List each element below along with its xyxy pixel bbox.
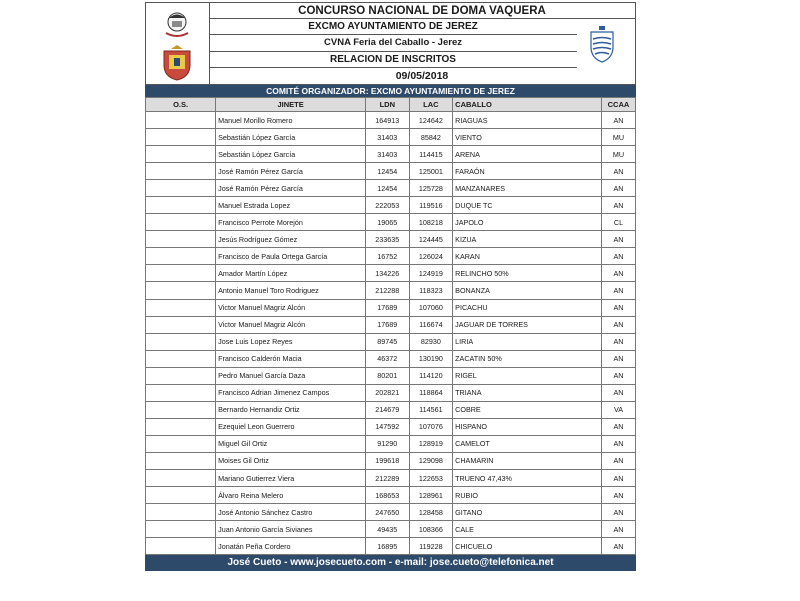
cell-os [146,231,216,248]
cell-ccaa: AN [601,418,635,435]
header-lines [209,3,635,84]
cell-caballo: VIENTO [453,129,602,146]
cell-ccaa: AN [601,265,635,282]
cell-ccaa: VA [601,401,635,418]
cell-os [146,146,216,163]
cell-caballo: JAPOLO [453,214,602,231]
cell-jinete: Francisco Perrote Morejón [216,214,366,231]
cell-ccaa: AN [601,469,635,486]
table-row [146,112,636,129]
cell-lac: 114415 [409,146,453,163]
cell-jinete: Juan Antonio García Sivianes [216,521,366,538]
cell-caballo: GITANO [453,504,602,521]
cell-jinete: Victor Manuel Magriz Alcón [216,316,366,333]
table-row [146,504,636,521]
cell-ldn: 46372 [366,350,410,367]
cell-ccaa: AN [601,521,635,538]
cell-os [146,504,216,521]
col-header-caballo: CABALLO [453,98,602,112]
col-header-ldn: LDN [366,98,410,112]
cell-lac: 107060 [409,299,453,316]
cell-caballo: PICACHU [453,299,602,316]
document-date: 09/05/2018 [395,69,449,82]
cell-jinete: Jesús Rodríguez Gómez [216,231,366,248]
cell-ldn: 147592 [366,418,410,435]
cell-jinete: Jose Luis Lopez Reyes [216,333,366,350]
document-title: CONCURSO NACIONAL DE DOMA VAQUERA [209,3,635,19]
cell-lac: 124445 [409,231,453,248]
document-header [145,2,636,85]
cell-ldn: 12454 [366,163,410,180]
cell-ldn: 214679 [366,401,410,418]
table-row [146,452,636,469]
footer-credit: José Cueto - www.josecueto.com - e-mail: jose.cueto@telefonica.net [145,555,636,571]
cell-ccaa: AN [601,384,635,401]
cell-caballo: TRUENO 47,43% [453,469,602,486]
table-row [146,418,636,435]
table-row [146,367,636,384]
cell-caballo: BONANZA [453,282,602,299]
cell-caballo: KIZUA [453,231,602,248]
cell-ccaa: CL [601,214,635,231]
cell-os [146,333,216,350]
cell-lac: 85842 [409,129,453,146]
cell-os [146,112,216,129]
table-row [146,248,636,265]
table-row [146,129,636,146]
cell-os [146,401,216,418]
cell-ldn: 49435 [366,521,410,538]
cell-ldn: 134226 [366,265,410,282]
cell-caballo: CHICUELO [453,538,602,555]
table-row [146,521,636,538]
cell-lac: 118323 [409,282,453,299]
cell-lac: 119228 [409,538,453,555]
cell-jinete: Álvaro Reina Melero [216,487,366,504]
table-row [146,163,636,180]
cell-os [146,282,216,299]
cell-lac: 82930 [409,333,453,350]
cell-ldn: 16895 [366,538,410,555]
cell-caballo: RIGEL [453,367,602,384]
cell-os [146,521,216,538]
cell-caballo: RIAGUAS [453,112,602,129]
cell-caballo: LIRIA [453,333,602,350]
cell-ccaa: AN [601,197,635,214]
cell-ldn: 164913 [366,112,410,129]
cell-ldn: 31403 [366,146,410,163]
jerez-shield-logo [159,43,195,81]
table-row [146,435,636,452]
cell-jinete: Moises Gil Ortiz [216,452,366,469]
table-row [146,538,636,555]
cell-os [146,265,216,282]
cell-jinete: Francisco de Paula Ortega García [216,248,366,265]
cell-ldn: 89745 [366,333,410,350]
cell-ldn: 19065 [366,214,410,231]
cell-lac: 129098 [409,452,453,469]
cell-ccaa: AN [601,452,635,469]
cell-jinete: Amador Martín López [216,265,366,282]
cell-caballo: ARENA [453,146,602,163]
cell-jinete: Pedro Manuel García Daza [216,367,366,384]
table-body [146,112,636,555]
cell-ccaa: AN [601,487,635,504]
cell-os [146,418,216,435]
table-row [146,316,636,333]
cell-caballo: KARAN [453,248,602,265]
cell-os [146,129,216,146]
cell-jinete: Manuel Estrada Lopez [216,197,366,214]
cell-lac: 126024 [409,248,453,265]
cell-caballo: CALE [453,521,602,538]
cell-ccaa: AN [601,350,635,367]
table-row [146,146,636,163]
cell-caballo: DUQUE TC [453,197,602,214]
cell-ccaa: MU [601,146,635,163]
cell-ccaa: AN [601,538,635,555]
cell-jinete: José Ramón Pérez García [216,180,366,197]
cell-ccaa: AN [601,248,635,265]
cell-os [146,452,216,469]
committee-bar: COMITÉ ORGANIZADOR: EXCMO AYUNTAMIENTO DE JEREZ [145,85,636,97]
cell-ccaa: AN [601,367,635,384]
cell-ldn: 199618 [366,452,410,469]
cell-ldn: 222053 [366,197,410,214]
cell-jinete: Jonatán Peña Cordero [216,538,366,555]
cell-lac: 124642 [409,112,453,129]
cell-caballo: JAGUAR DE TORRES [453,316,602,333]
cell-lac: 114561 [409,401,453,418]
cell-ccaa: AN [601,180,635,197]
cell-ccaa: AN [601,112,635,129]
table-row [146,384,636,401]
cell-lac: 122653 [409,469,453,486]
cell-os [146,299,216,316]
event-line: CVNA Feria del Caballo - Jerez [209,35,577,51]
table-row [146,282,636,299]
cell-ldn: 91290 [366,435,410,452]
cell-lac: 130190 [409,350,453,367]
cell-jinete: Antonio Manuel Toro Rodriguez [216,282,366,299]
cell-ldn: 80201 [366,367,410,384]
cell-jinete: Francisco Calderón Macia [216,350,366,367]
cell-os [146,163,216,180]
cell-os [146,384,216,401]
cell-lac: 108366 [409,521,453,538]
cell-ccaa: AN [601,333,635,350]
list-title: RELACION DE INSCRITOS [209,52,577,68]
cell-jinete: Ezequiel Leon Guerrero [216,418,366,435]
cell-lac: 116674 [409,316,453,333]
cell-lac: 128458 [409,504,453,521]
cell-jinete: Miguel Gil Ortiz [216,435,366,452]
cell-caballo: MANZANARES [453,180,602,197]
table-row [146,180,636,197]
cell-lac: 125001 [409,163,453,180]
cell-os [146,180,216,197]
cell-ldn: 16752 [366,248,410,265]
cell-caballo: CHAMARIN [453,452,602,469]
cell-ldn: 212288 [366,282,410,299]
cell-caballo: CAMELOT [453,435,602,452]
cell-jinete: Manuel Morillo Romero [216,112,366,129]
cell-caballo: RUBIO [453,487,602,504]
cell-ldn: 233635 [366,231,410,248]
cell-jinete: Francisco Adrian Jimenez Campos [216,384,366,401]
cell-ccaa: AN [601,299,635,316]
table-row [146,469,636,486]
table-row [146,265,636,282]
cell-ldn: 168653 [366,487,410,504]
crest-logo [160,9,194,39]
cell-caballo: RELINCHO 50% [453,265,602,282]
cell-caballo: HISPANO [453,418,602,435]
cell-jinete: Bernardo Hernandiz Ortiz [216,401,366,418]
registrations-table [145,97,636,555]
col-header-lac: LAC [409,98,453,112]
cell-os [146,248,216,265]
table-row [146,487,636,504]
col-header-jinete: JINETE [216,98,366,112]
cell-caballo: TRIANA [453,384,602,401]
cell-ccaa: AN [601,435,635,452]
cell-os [146,469,216,486]
cell-lac: 119516 [409,197,453,214]
cell-os [146,538,216,555]
cell-jinete: Sebastián López García [216,129,366,146]
cell-ldn: 12454 [366,180,410,197]
cell-ldn: 202821 [366,384,410,401]
cell-lac: 124919 [409,265,453,282]
cell-lac: 107076 [409,418,453,435]
table-row [146,197,636,214]
cell-os [146,197,216,214]
cell-ccaa: MU [601,129,635,146]
cell-lac: 128919 [409,435,453,452]
cell-lac: 118864 [409,384,453,401]
cell-os [146,214,216,231]
cell-ldn: 17689 [366,299,410,316]
cell-lac: 128961 [409,487,453,504]
cell-ccaa: AN [601,316,635,333]
cell-jinete: Sebastián López García [216,146,366,163]
cell-jinete: Mariano Gutierrez Viera [216,469,366,486]
cell-ldn: 247650 [366,504,410,521]
table-header-row [146,98,636,112]
cell-ldn: 17689 [366,316,410,333]
cell-os [146,487,216,504]
cell-lac: 114120 [409,367,453,384]
table-row [146,401,636,418]
cell-ldn: 31403 [366,129,410,146]
col-header-ccaa: CCAA [601,98,635,112]
cell-jinete: Victor Manuel Magriz Alcón [216,299,366,316]
col-header-os: O.S. [146,98,216,112]
table-row [146,214,636,231]
cell-caballo: ZACATIN 50% [453,350,602,367]
cell-os [146,350,216,367]
cell-caballo: COBRE [453,401,602,418]
cell-ccaa: AN [601,163,635,180]
cell-ccaa: AN [601,231,635,248]
document-sheet [145,2,636,571]
cell-jinete: José Ramón Pérez García [216,163,366,180]
cell-os [146,316,216,333]
cell-os [146,367,216,384]
organizer-line: EXCMO AYUNTAMIENTO DE JEREZ [209,19,577,35]
cell-jinete: José Antonio Sánchez Castro [216,504,366,521]
cell-ccaa: AN [601,282,635,299]
cell-ldn: 212289 [366,469,410,486]
table-row [146,231,636,248]
cell-lac: 108218 [409,214,453,231]
table-row [146,333,636,350]
cell-ccaa: AN [601,504,635,521]
cell-lac: 125728 [409,180,453,197]
cell-os [146,435,216,452]
table-row [146,299,636,316]
table-row [146,350,636,367]
cell-caballo: FARAÓN [453,163,602,180]
